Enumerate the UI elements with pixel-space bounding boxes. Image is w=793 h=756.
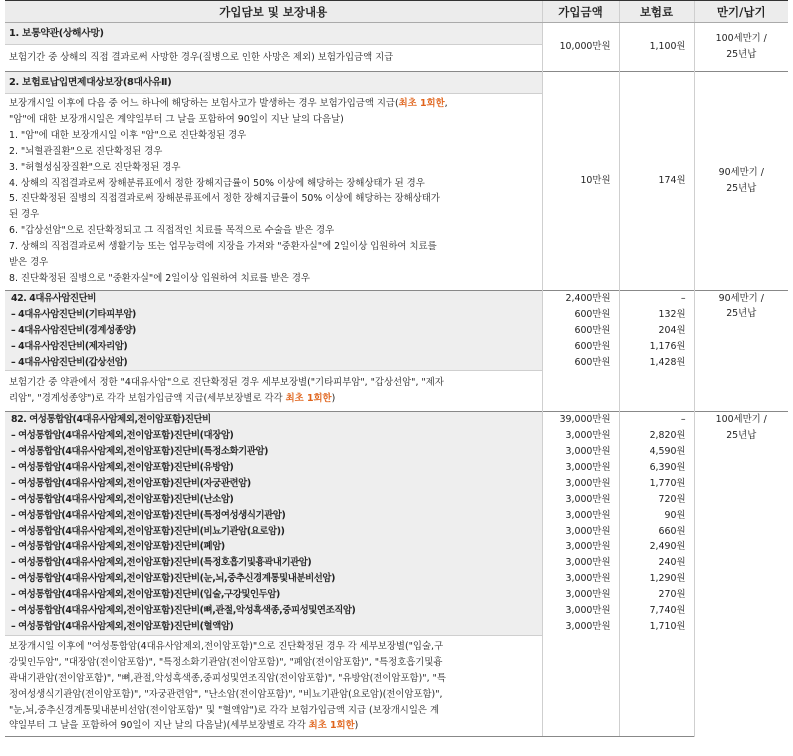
sub-coverage-premium: 1,710원 xyxy=(619,619,694,635)
sub-coverage-label: – 여성통합암(4대유사암제외,전이암포함)진단비(뼈,관절,악성흑색종,중피성및연조직암) xyxy=(5,603,542,619)
section-2-title: 2. 보험료납입면제대상보장(8대사유Ⅱ) xyxy=(5,72,542,94)
section-2-desc-line: 6. "갑상선암"으로 진단확정되고 그 직접적인 치료를 목적으로 수술을 받은 경우 xyxy=(9,225,335,237)
sub-coverage-label: – 여성통합암(4대유사암제외,전이암포함)진단비(혈액암) xyxy=(5,619,542,635)
sub-coverage-label: – 여성통합암(4대유사암제외,전이암포함)진단비(유방암) xyxy=(5,460,542,476)
sub-coverage-amount: 600만원 xyxy=(542,339,619,355)
sub-coverage-label: – 4대유사암진단비(경계성종양) xyxy=(5,323,542,339)
sub-coverage-premium: 270원 xyxy=(619,587,694,603)
section-1-maturity-term: 100세만기 / xyxy=(715,33,767,45)
sub-coverage-amount: 3,000만원 xyxy=(542,539,619,555)
sub-coverage-premium: 1,428원 xyxy=(619,355,694,371)
section-82-desc-line: 강및인두암", "대장암(전이암포함)", "특정소화기관암(전이암포함)", "폐암(전이암포함)", "특정호흡기및흉 xyxy=(9,656,443,668)
section-1-premium: 1,100원 xyxy=(619,23,694,72)
section-42-premium: – xyxy=(619,290,694,306)
section-82-desc-line: "눈,뇌,중추신경계통및내분비선암(전이암포함)" 및 "혈액암")로 각각 보험가입금액 지급 (보장개시일은 계 xyxy=(9,704,440,716)
header-premium: 보험료 xyxy=(619,1,694,23)
section-42-maturity-term: 90세만기 / xyxy=(718,292,764,304)
table-row xyxy=(5,444,788,460)
sub-coverage-label: – 4대유사암진단비(제자리암) xyxy=(5,339,542,355)
section-82-desc-line: 보장개시일 이후에 "여성통합암(4대유사암제외,전이암포함)"으로 진단확정된 경우 각 세부보장별("입술,구 xyxy=(9,640,444,652)
section-42-desc-line: 보험기간 중 약관에서 정한 "4대유사암"으로 진단확정된 경우 세부보장별("기타피부암", "갑상선암", "제자 xyxy=(9,377,444,389)
sub-coverage-premium: 240원 xyxy=(619,555,694,571)
sub-coverage-premium: 660원 xyxy=(619,524,694,540)
sub-coverage-premium: 1,770원 xyxy=(619,476,694,492)
section-42-title: 42. 4대유사암진단비 xyxy=(5,290,542,306)
section-82-desc-text: ) xyxy=(354,720,359,732)
table-row xyxy=(5,428,788,444)
section-1-maturity xyxy=(694,23,788,72)
section-82-desc-line xyxy=(9,718,538,734)
section-1-title-row xyxy=(5,23,788,45)
sub-coverage-premium: 1,290원 xyxy=(619,571,694,587)
sub-coverage-premium: 204원 xyxy=(619,323,694,339)
highlight-once: 최초 1회한 xyxy=(308,720,355,732)
table-row xyxy=(5,555,788,571)
sub-coverage-label: – 여성통합암(4대유사암제외,전이암포함)진단비(입술,구강및인두암) xyxy=(5,587,542,603)
section-2-desc-line xyxy=(9,96,538,112)
table-row xyxy=(5,508,788,524)
empty-cell xyxy=(619,635,694,736)
header-coverage: 가입담보 및 보장내용 xyxy=(5,1,542,23)
section-2-desc xyxy=(5,94,542,291)
section-1-title: 1. 보통약관(상해사망) xyxy=(5,23,542,45)
section-2-maturity xyxy=(694,72,788,291)
sub-coverage-amount: 3,000만원 xyxy=(542,571,619,587)
sub-coverage-premium: 90원 xyxy=(619,508,694,524)
section-2-desc-line: 7. 상해의 직접결과로써 생활기능 또는 업무능력에 지장을 가져와 "중환자실"에 2일이상 입원하여 치료를 xyxy=(9,241,437,253)
section-2-desc-line: 된 경우 xyxy=(9,209,40,221)
sub-coverage-premium: 6,390원 xyxy=(619,460,694,476)
sub-coverage-label: – 여성통합암(4대유사암제외,전이암포함)진단비(비뇨기관암(요로암)) xyxy=(5,524,542,540)
table-header-row xyxy=(5,1,788,23)
section-82-premium: – xyxy=(619,412,694,428)
empty-cell xyxy=(542,635,619,736)
section-82-maturity xyxy=(694,412,788,737)
section-2-desc-line: 8. 진단확정된 질병으로 "중환자실"에 2일이상 입원하여 치료를 받은 경우 xyxy=(9,272,310,284)
sub-coverage-label: – 여성통합암(4대유사암제외,전이암포함)진단비(대장암) xyxy=(5,428,542,444)
table-row xyxy=(5,492,788,508)
section-2-desc-line: 2. "뇌혈관질환"으로 진단확정된 경우 xyxy=(9,145,163,157)
section-82-desc xyxy=(5,635,542,736)
section-42-desc-text: 리암", "경계성종양")로 각각 보험가입금액 지급(세부보장별로 각각 xyxy=(9,393,286,405)
sub-coverage-amount: 3,000만원 xyxy=(542,476,619,492)
section-82-title: 82. 여성통합암(4대유사암제외,전이암포함)진단비 xyxy=(5,412,542,428)
section-2-desc-line: 3. "허혈성심장질환"으로 진단확정된 경우 xyxy=(9,161,181,173)
sub-coverage-label: – 여성통합암(4대유사암제외,전이암포함)진단비(눈,뇌,중추신경계통및내분비선암) xyxy=(5,571,542,587)
section-82-payment-term: 25년납 xyxy=(726,429,757,441)
section-82-desc-text: 약일부터 그 날을 포함하여 90일이 지난 날의 다음날)(세부보장별로 각각 xyxy=(9,720,309,732)
sub-coverage-premium: 132원 xyxy=(619,307,694,323)
section-2-amount: 10만원 xyxy=(542,72,619,291)
section-2-desc-line: 5. 진단확정된 질병의 직접결과로써 장해분류표에서 정한 장해지급률이 50% 이상에 해당하는 장해상태가 xyxy=(9,193,440,205)
section-42-desc-row xyxy=(5,371,788,412)
section-2-desc-line: 1. "암"에 대한 보장개시일 이후 "암"으로 진단확정된 경우 xyxy=(9,129,247,141)
section-2-payment-term: 25년납 xyxy=(726,182,757,194)
section-2-maturity-term: 90세만기 / xyxy=(718,167,764,179)
sub-coverage-label: – 여성통합암(4대유사암제외,전이암포함)진단비(난소암) xyxy=(5,492,542,508)
table-row xyxy=(5,539,788,555)
sub-coverage-amount: 3,000만원 xyxy=(542,492,619,508)
sub-coverage-amount: 3,000만원 xyxy=(542,428,619,444)
header-amount: 가입금액 xyxy=(542,1,619,23)
section-2-title-row xyxy=(5,72,788,94)
sub-coverage-amount: 600만원 xyxy=(542,323,619,339)
table-row xyxy=(5,619,788,635)
section-42-title-row xyxy=(5,290,788,306)
section-82-desc-row xyxy=(5,635,788,736)
table-row xyxy=(5,460,788,476)
table-row xyxy=(5,323,788,339)
section-82-maturity-term: 100세만기 / xyxy=(715,414,767,426)
section-2-desc-line: "암"에 대한 보장개시일은 계약일부터 그 날을 포함하여 90일이 지난 날의 다음날) xyxy=(9,113,344,125)
table-row xyxy=(5,587,788,603)
coverage-table xyxy=(5,0,788,737)
highlight-once: 최초 1회한 xyxy=(285,393,332,405)
section-2-desc-text: , xyxy=(444,98,448,109)
sub-coverage-amount: 3,000만원 xyxy=(542,508,619,524)
sub-coverage-amount: 3,000만원 xyxy=(542,524,619,540)
sub-coverage-premium: 720원 xyxy=(619,492,694,508)
highlight-once: 최초 1회한 xyxy=(398,98,445,109)
table-row xyxy=(5,524,788,540)
sub-coverage-amount: 3,000만원 xyxy=(542,444,619,460)
section-82-amount: 39,000만원 xyxy=(542,412,619,428)
sub-coverage-amount: 600만원 xyxy=(542,307,619,323)
section-82-title-row xyxy=(5,412,788,428)
sub-coverage-label: – 여성통합암(4대유사암제외,전이암포함)진단비(자궁관련암) xyxy=(5,476,542,492)
section-2-desc-text: 보장개시일 이후에 다음 중 어느 하나에 해당하는 보험사고가 발생하는 경우 보험가입금액 지급( xyxy=(9,98,399,109)
table-row xyxy=(5,339,788,355)
section-1-desc: 보험기간 중 상해의 직접 결과로써 사망한 경우(질병으로 인한 사망은 제외) 보험가입금액 지급 xyxy=(9,52,394,63)
section-2-desc-line: 4. 상해의 직접결과로써 장해분류표에서 정한 장해지급률이 50% 이상에 해당하는 장해상태가 된 경우 xyxy=(9,177,425,189)
header-maturity: 만기/납기 xyxy=(694,1,788,23)
empty-cell xyxy=(542,371,619,412)
sub-coverage-label: – 여성통합암(4대유사암제외,전이암포함)진단비(특정호흡기및흉곽내기관암) xyxy=(5,555,542,571)
section-1-amount: 10,000만원 xyxy=(542,23,619,72)
section-42-payment-term: 25년납 xyxy=(726,308,757,320)
section-42-desc-line xyxy=(9,391,538,407)
section-2-desc-line: 받은 경우 xyxy=(9,257,49,269)
table-row xyxy=(5,355,788,371)
section-42-desc xyxy=(5,371,542,412)
sub-coverage-premium: 7,740원 xyxy=(619,603,694,619)
section-42-amount: 2,400만원 xyxy=(542,290,619,306)
sub-coverage-premium: 2,820원 xyxy=(619,428,694,444)
sub-coverage-amount: 3,000만원 xyxy=(542,555,619,571)
table-row xyxy=(5,571,788,587)
sub-coverage-label: – 4대유사암진단비(갑상선암) xyxy=(5,355,542,371)
table-row xyxy=(5,603,788,619)
table-row xyxy=(5,476,788,492)
sub-coverage-premium: 2,490원 xyxy=(619,539,694,555)
table-row xyxy=(5,307,788,323)
sub-coverage-label: – 여성통합암(4대유사암제외,전이암포함)진단비(특정여성생식기관암) xyxy=(5,508,542,524)
sub-coverage-premium: 4,590원 xyxy=(619,444,694,460)
sub-coverage-amount: 3,000만원 xyxy=(542,587,619,603)
section-82-desc-line: 정여성생식기관암(전이암포함)", "자궁관련암", "난소암(전이암포함)", "비뇨기관암(요로암)(전이암포함)", xyxy=(9,688,443,700)
sub-coverage-premium: 1,176원 xyxy=(619,339,694,355)
section-2-premium: 174원 xyxy=(619,72,694,291)
sub-coverage-amount: 3,000만원 xyxy=(542,619,619,635)
sub-coverage-label: – 여성통합암(4대유사암제외,전이암포함)진단비(특정소화기관암) xyxy=(5,444,542,460)
sub-coverage-label: – 4대유사암진단비(기타피부암) xyxy=(5,307,542,323)
section-82-desc-line: 곽내기관암(전이암포함)", "뼈,관절,악성흑색종,중피성및연조직암(전이암포함)", "유방암(전이암포함)", "특 xyxy=(9,672,446,684)
empty-cell xyxy=(619,371,694,412)
section-42-desc-text: ) xyxy=(331,393,336,405)
sub-coverage-amount: 3,000만원 xyxy=(542,603,619,619)
section-1-payment-term: 25년납 xyxy=(726,49,757,60)
sub-coverage-amount: 600만원 xyxy=(542,355,619,371)
section-42-maturity xyxy=(694,290,788,411)
sub-coverage-label: – 여성통합암(4대유사암제외,전이암포함)진단비(폐암) xyxy=(5,539,542,555)
sub-coverage-amount: 3,000만원 xyxy=(542,460,619,476)
